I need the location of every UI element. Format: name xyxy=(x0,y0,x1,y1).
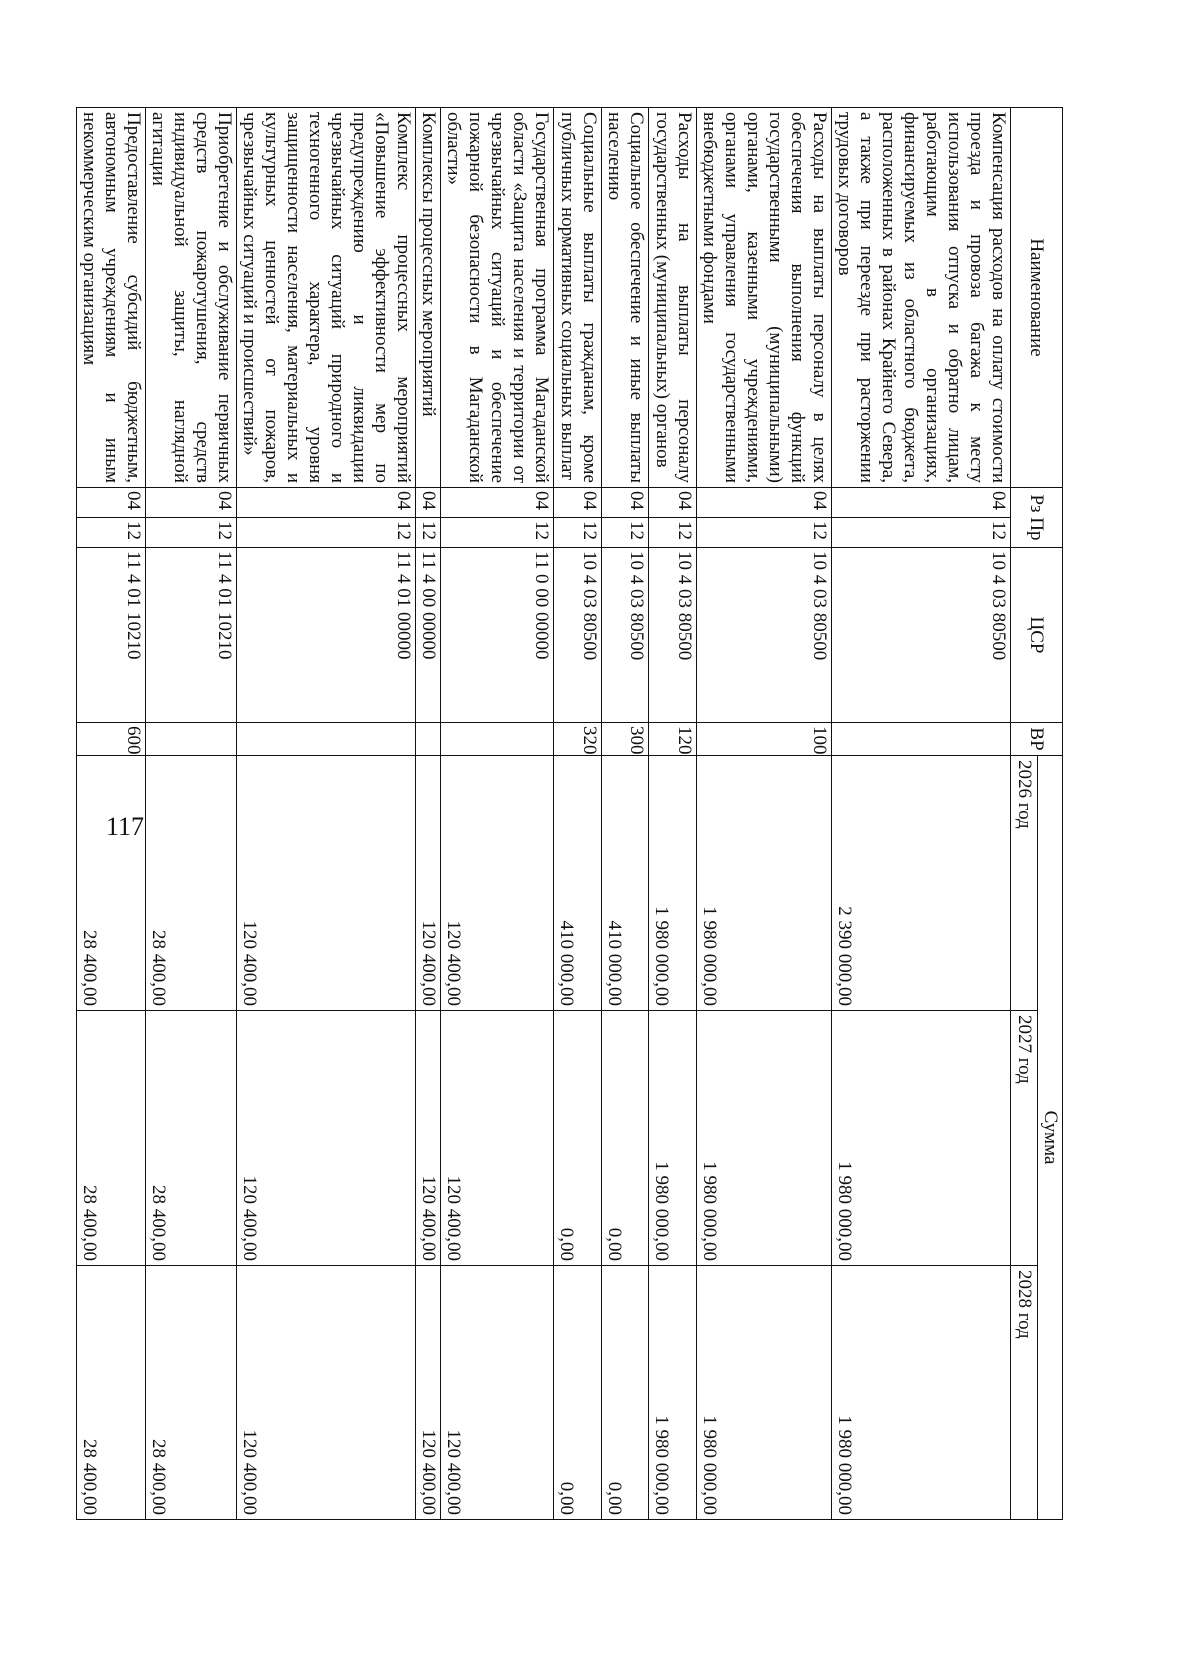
page-number: 117 xyxy=(106,812,145,841)
row-vr: 100 xyxy=(697,723,832,756)
table-row xyxy=(554,108,602,1520)
row-name: Социальные выплаты гражданам, кроме публичных нормативных социальных выплат xyxy=(554,108,602,488)
row-amount-2027: 1 980 000,00 xyxy=(697,1011,832,1266)
table-row xyxy=(832,108,1011,1520)
row-amount-2028: 120 400,00 xyxy=(416,1266,441,1520)
table-row xyxy=(77,108,146,1520)
row-amount-2028: 0,00 xyxy=(602,1266,649,1520)
row-rz: 04 xyxy=(77,488,146,518)
row-name: Комплексы процессных мероприятий xyxy=(416,108,441,488)
row-amount-2028: 120 400,00 xyxy=(441,1266,554,1520)
row-rz: 04 xyxy=(237,488,416,518)
table-row xyxy=(649,108,697,1520)
row-amount-2028: 1 980 000,00 xyxy=(649,1266,697,1520)
row-csr: 11 0 00 00000 xyxy=(441,548,554,723)
row-csr: 11 4 01 00000 xyxy=(237,548,416,723)
table-row xyxy=(237,108,416,1520)
row-csr: 10 4 03 80500 xyxy=(832,548,1011,723)
row-amount-2027: 120 400,00 xyxy=(441,1011,554,1266)
row-amount-2028: 28 400,00 xyxy=(77,1266,146,1520)
row-rz: 04 xyxy=(697,488,832,518)
table-row xyxy=(146,108,237,1520)
row-amount-2026: 120 400,00 xyxy=(416,756,441,1011)
table-body xyxy=(77,108,1011,1520)
row-vr xyxy=(237,723,416,756)
row-amount-2028: 28 400,00 xyxy=(146,1266,237,1520)
row-amount-2027: 120 400,00 xyxy=(237,1011,416,1266)
header-year-2027: 2027 год xyxy=(1011,1011,1038,1266)
row-name: Расходы на выплаты персоналу в целях обеспечения выполнения функций государственными (муниципальными) органами, казенными учреждениями, органами управления государственными внебюджетными фондами xyxy=(697,108,832,488)
header-vr: ВР xyxy=(1011,723,1063,756)
row-pr: 12 xyxy=(697,518,832,548)
row-name: Приобретение и обслуживание первичных средств пожаротушения, средств индивидуальной защиты, наглядной агитации xyxy=(146,108,237,488)
header-year-2028: 2028 год xyxy=(1011,1266,1038,1520)
row-name: Предоставление субсидий бюджетным, автономным учреждениям и иным некоммерческим организациям xyxy=(77,108,146,488)
row-pr: 12 xyxy=(416,518,441,548)
row-csr: 10 4 03 80500 xyxy=(649,548,697,723)
row-amount-2026: 120 400,00 xyxy=(237,756,416,1011)
table-row xyxy=(602,108,649,1520)
row-amount-2027: 1 980 000,00 xyxy=(832,1011,1011,1266)
row-amount-2028: 1 980 000,00 xyxy=(832,1266,1011,1520)
row-rz: 04 xyxy=(832,488,1011,518)
row-pr: 12 xyxy=(77,518,146,548)
row-csr: 11 4 00 00000 xyxy=(416,548,441,723)
header-rz-pr: Рз Пр xyxy=(1011,488,1063,548)
row-pr: 12 xyxy=(146,518,237,548)
row-vr xyxy=(416,723,441,756)
row-name: Государственная программа Магаданской области «Защита населения и территории от чрезвычайных ситуаций и обеспечение пожарной безопасности в Магаданской области» xyxy=(441,108,554,488)
header-name: Наименование xyxy=(1011,108,1063,488)
row-amount-2026: 410 000,00 xyxy=(554,756,602,1011)
row-amount-2027: 120 400,00 xyxy=(416,1011,441,1266)
header-year-2026: 2026 год xyxy=(1011,756,1038,1011)
row-amount-2027: 0,00 xyxy=(602,1011,649,1266)
row-csr: 11 4 01 10210 xyxy=(146,548,237,723)
row-name: Компенсация расходов на оплату стоимости проезда и провоза багажа к месту использования отпуска и обратно лицам, работающим в организациях, финансируемых из областного бюджета, расположенных в районах Крайнего Севера, а также при переезде при расторжении трудовых договоров xyxy=(832,108,1011,488)
row-amount-2026: 28 400,00 xyxy=(146,756,237,1011)
row-amount-2027: 28 400,00 xyxy=(146,1011,237,1266)
row-amount-2026: 1 980 000,00 xyxy=(697,756,832,1011)
row-pr: 12 xyxy=(554,518,602,548)
budget-table xyxy=(76,107,1063,1520)
row-rz: 04 xyxy=(146,488,237,518)
table-row xyxy=(416,108,441,1520)
row-amount-2027: 0,00 xyxy=(554,1011,602,1266)
row-vr xyxy=(146,723,237,756)
row-rz: 04 xyxy=(416,488,441,518)
row-amount-2027: 28 400,00 xyxy=(77,1011,146,1266)
row-pr: 12 xyxy=(237,518,416,548)
row-vr: 600 xyxy=(77,723,146,756)
row-vr: 300 xyxy=(602,723,649,756)
row-csr: 10 4 03 80500 xyxy=(554,548,602,723)
row-name: Комплекс процессных мероприятий «Повышение эффективности мер по предупреждению и ликвидации чрезвычайных ситуаций природного и техногенного характера, уровня защищенности населения, материальных и культурных ценностей от пожаров, чрезвычайных ситуаций и происшествий» xyxy=(237,108,416,488)
table-row xyxy=(697,108,832,1520)
row-pr: 12 xyxy=(649,518,697,548)
row-rz: 04 xyxy=(602,488,649,518)
row-amount-2026: 1 980 000,00 xyxy=(649,756,697,1011)
row-name: Расходы на выплаты персоналу государственных (муниципальных) органов xyxy=(649,108,697,488)
row-pr: 12 xyxy=(441,518,554,548)
row-amount-2028: 120 400,00 xyxy=(237,1266,416,1520)
row-amount-2026: 410 000,00 xyxy=(602,756,649,1011)
table-row xyxy=(441,108,554,1520)
row-csr: 10 4 03 80500 xyxy=(697,548,832,723)
row-vr: 320 xyxy=(554,723,602,756)
row-amount-2026: 2 390 000,00 xyxy=(832,756,1011,1011)
row-rz: 04 xyxy=(441,488,554,518)
header-csr: ЦСР xyxy=(1011,548,1063,723)
row-rz: 04 xyxy=(554,488,602,518)
table-header xyxy=(1011,108,1063,1520)
row-vr xyxy=(832,723,1011,756)
row-pr: 12 xyxy=(832,518,1011,548)
row-csr: 10 4 03 80500 xyxy=(602,548,649,723)
row-amount-2027: 1 980 000,00 xyxy=(649,1011,697,1266)
row-name: Социальное обеспечение и иные выплаты населению xyxy=(602,108,649,488)
row-amount-2028: 0,00 xyxy=(554,1266,602,1520)
row-vr: 120 xyxy=(649,723,697,756)
row-rz: 04 xyxy=(649,488,697,518)
row-pr: 12 xyxy=(602,518,649,548)
row-amount-2028: 1 980 000,00 xyxy=(697,1266,832,1520)
row-amount-2026: 120 400,00 xyxy=(441,756,554,1011)
row-amount-2026: 28 400,00 xyxy=(77,756,146,1011)
header-sum: Сумма xyxy=(1038,756,1063,1520)
row-csr: 11 4 01 10210 xyxy=(77,548,146,723)
row-vr xyxy=(441,723,554,756)
